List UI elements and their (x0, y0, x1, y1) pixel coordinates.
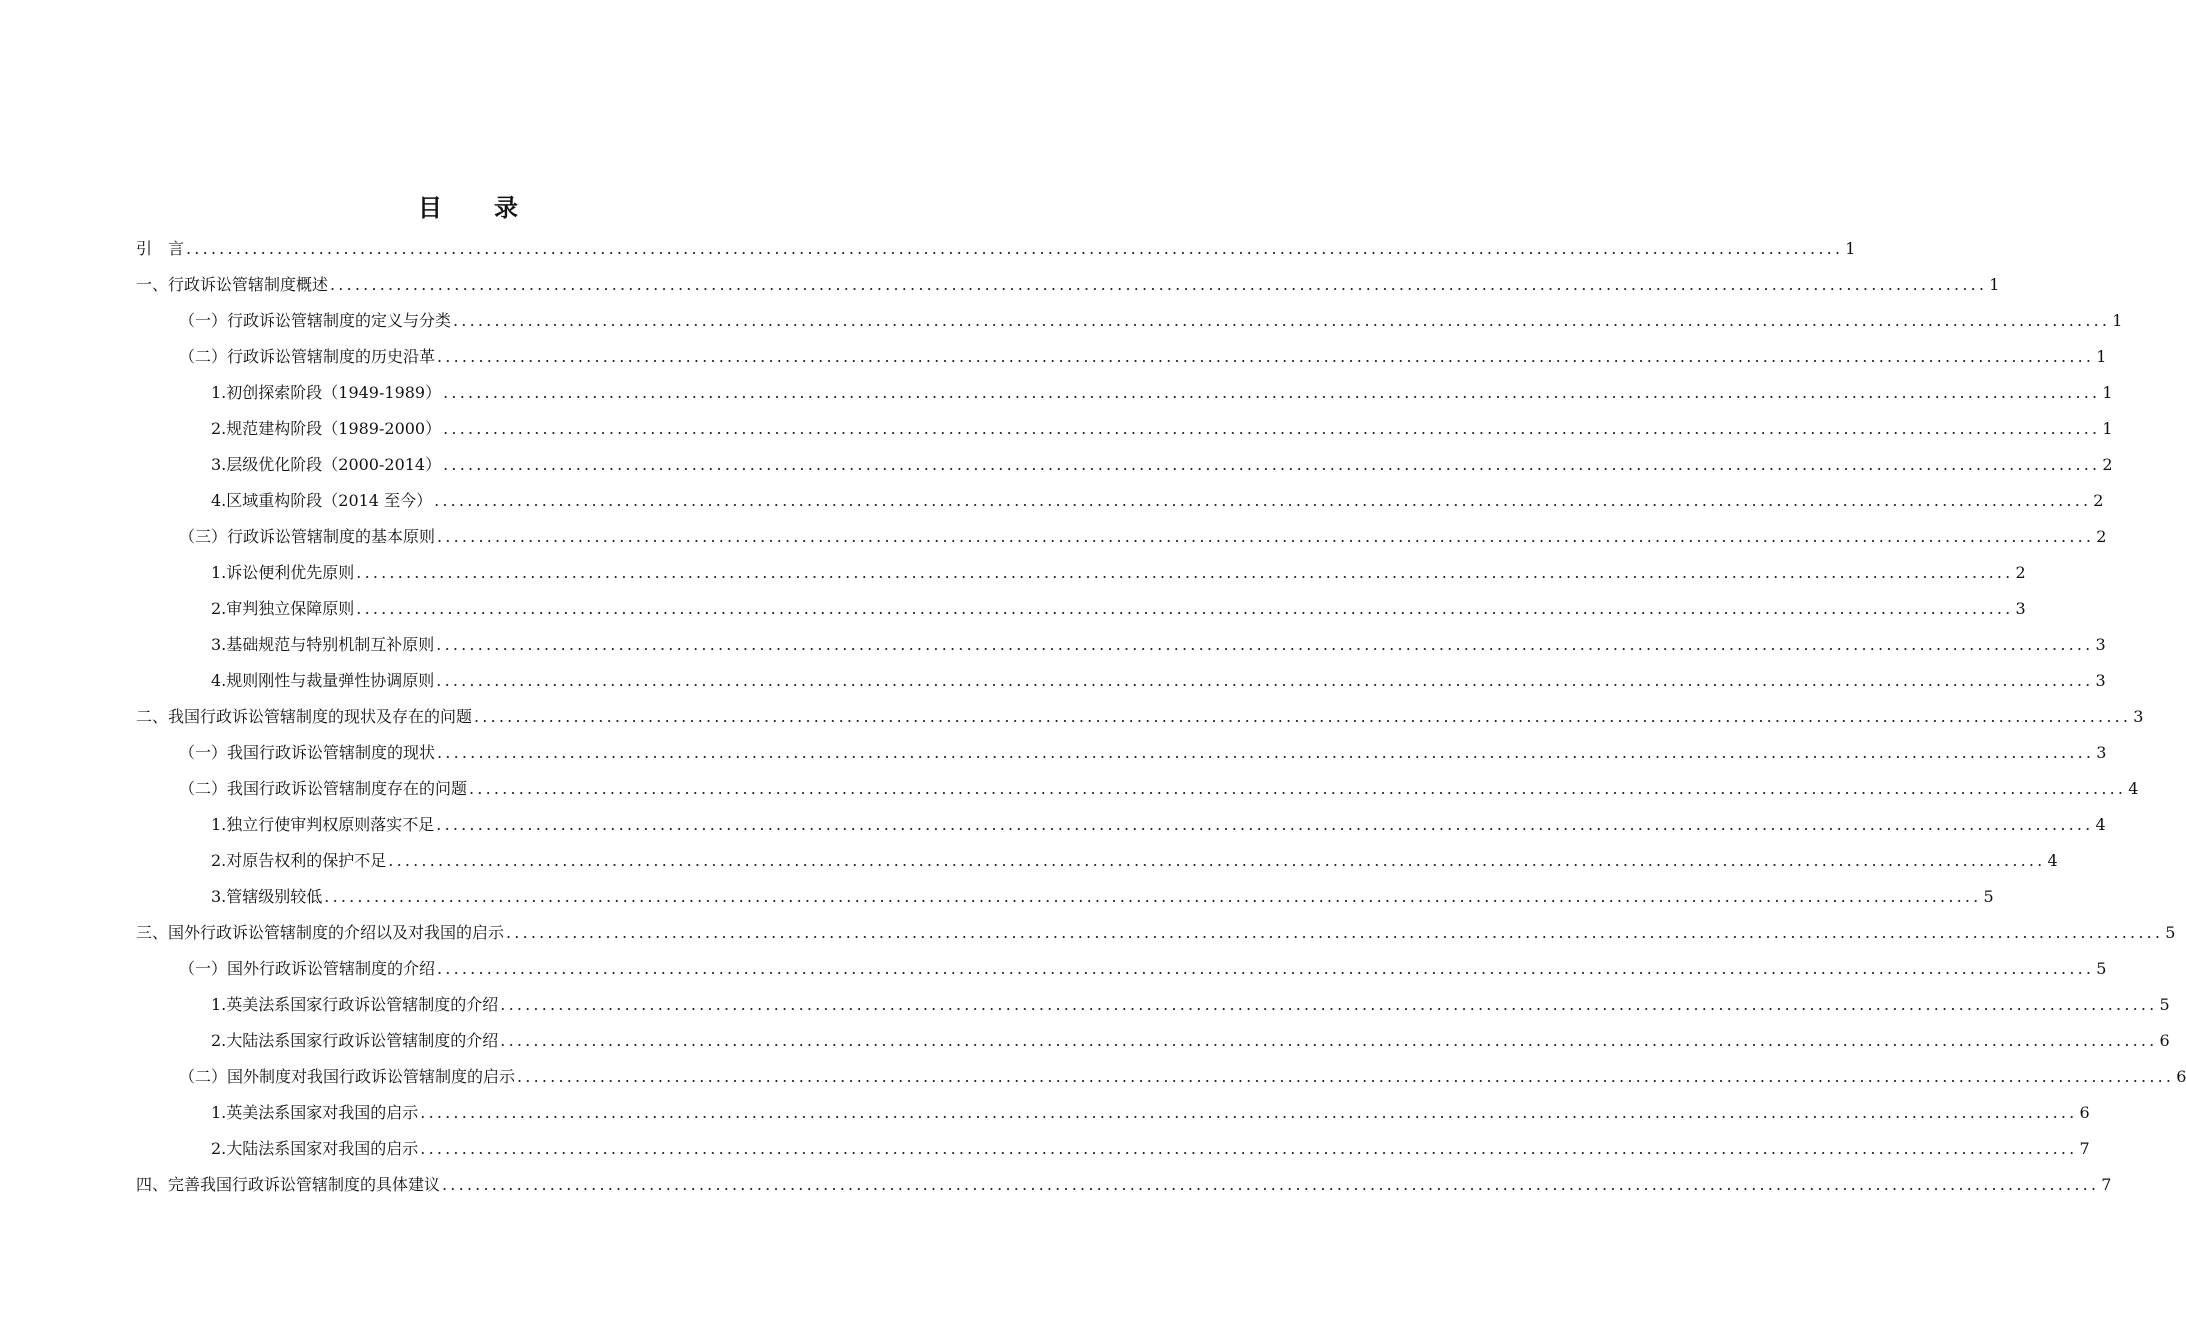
toc-entry[interactable] (136, 663, 2106, 699)
toc-page-number: 2 (2015, 563, 2026, 582)
toc-entry[interactable] (136, 1131, 2090, 1167)
dot-leader: ........................................................................................................................................................................................................ (443, 455, 2101, 474)
toc-entry-title: 1.英美法系国家对我国的启示 (211, 1103, 419, 1122)
dot-leader: ........................................................................................................................................................................................................ (500, 995, 2158, 1014)
toc-entry-title: 3.层级优化阶段（2000-2014） (211, 455, 442, 474)
toc-page-number: 5 (1983, 887, 1994, 906)
toc-entry[interactable] (136, 699, 2144, 735)
toc-page-number: 3 (2133, 707, 2144, 726)
dot-leader: ........................................................................................................................................................................................................ (330, 275, 1988, 294)
dot-leader: ........................................................................................................................................................................................................ (356, 599, 2014, 618)
toc-entry-title: （二）我国行政诉讼管辖制度存在的问题 (179, 779, 468, 798)
toc-page-number: 3 (2095, 635, 2106, 654)
dot-leader: ........................................................................................................................................................................................................ (388, 851, 2046, 870)
dot-leader: ........................................................................................................................................................................................................ (186, 239, 1844, 258)
toc-entry-title: 二、我国行政诉讼管辖制度的现状及存在的问题 (136, 707, 473, 726)
toc-entry-title: （二）行政诉讼管辖制度的历史沿革 (179, 347, 436, 366)
toc-page-number: 6 (2159, 1031, 2170, 1050)
dot-leader: ........................................................................................................................................................................................................ (442, 1175, 2100, 1194)
toc-page-number: 1 (2096, 347, 2107, 366)
dot-leader: ........................................................................................................................................................................................................ (500, 1031, 2158, 1050)
toc-entry[interactable] (136, 1167, 2112, 1203)
dot-leader: ........................................................................................................................................................................................................ (443, 383, 2101, 402)
dot-leader: ........................................................................................................................................................................................................ (437, 959, 2095, 978)
toc-entry[interactable] (136, 591, 2026, 627)
toc-entry[interactable] (136, 1059, 2186, 1095)
toc-entry-title: 1.初创探索阶段（1949-1989） (211, 383, 442, 402)
toc-entry-title: 1.独立行使审判权原则落实不足 (211, 815, 435, 834)
toc-entry[interactable] (136, 1095, 2090, 1131)
toc-entry[interactable] (136, 771, 2139, 807)
dot-leader: ........................................................................................................................................................................................................ (469, 779, 2127, 798)
toc-page-number: 6 (2079, 1103, 2090, 1122)
toc-page-number: 1 (2102, 419, 2113, 438)
table-of-contents (136, 231, 2186, 1203)
dot-leader: ........................................................................................................................................................................................................ (420, 1139, 2078, 1158)
toc-page-number: 1 (1989, 275, 2000, 294)
dot-leader: ........................................................................................................................................................................................................ (506, 923, 2164, 942)
toc-page-number: 3 (2096, 743, 2107, 762)
dot-leader: ........................................................................................................................................................................................................ (474, 707, 2132, 726)
toc-entry-title: 四、完善我国行政诉讼管辖制度的具体建议 (136, 1175, 441, 1194)
toc-page-number: 7 (2101, 1175, 2112, 1194)
toc-entry[interactable] (136, 807, 2106, 843)
toc-page-number: 4 (2128, 779, 2139, 798)
toc-entry[interactable] (136, 1023, 2170, 1059)
toc-entry[interactable] (136, 411, 2113, 447)
toc-page-number: 1 (2102, 383, 2113, 402)
toc-page-number: 4 (2047, 851, 2058, 870)
toc-entry-title: 三、国外行政诉讼管辖制度的介绍以及对我国的启示 (136, 923, 505, 942)
toc-title: 目 录 (418, 194, 532, 222)
toc-entry-title: （一）国外行政诉讼管辖制度的介绍 (179, 959, 436, 978)
toc-entry-title: 一、行政诉讼管辖制度概述 (136, 275, 329, 294)
toc-entry[interactable] (136, 843, 2058, 879)
toc-entry-title: 2.对原告权利的保护不足 (211, 851, 387, 870)
toc-entry-title: 2.审判独立保障原则 (211, 599, 355, 618)
toc-entry-title: （二）国外制度对我国行政诉讼管辖制度的启示 (179, 1067, 516, 1086)
dot-leader: ........................................................................................................................................................................................................ (436, 815, 2094, 834)
toc-entry[interactable] (136, 339, 2107, 375)
dot-leader: ........................................................................................................................................................................................................ (453, 311, 2111, 330)
toc-entry-title: （一）行政诉讼管辖制度的定义与分类 (179, 311, 452, 330)
dot-leader: ........................................................................................................................................................................................................ (436, 635, 2094, 654)
toc-page-number: 3 (2015, 599, 2026, 618)
toc-entry-title: （一）我国行政诉讼管辖制度的现状 (179, 743, 436, 762)
toc-page-number: 5 (2165, 923, 2176, 942)
toc-entry[interactable] (136, 627, 2106, 663)
toc-entry-title: 4.区域重构阶段（2014 至今） (211, 491, 433, 510)
dot-leader: ........................................................................................................................................................................................................ (443, 419, 2101, 438)
toc-page-number: 2 (2096, 527, 2107, 546)
toc-entry-title: 引 言 (136, 239, 185, 258)
toc-page-number: 3 (2095, 671, 2106, 690)
toc-entry[interactable] (136, 267, 2000, 303)
toc-page-number: 2 (2093, 491, 2104, 510)
dot-leader: ........................................................................................................................................................................................................ (437, 743, 2095, 762)
dot-leader: ........................................................................................................................................................................................................ (436, 671, 2094, 690)
dot-leader: ........................................................................................................................................................................................................ (420, 1103, 2078, 1122)
toc-page-number: 5 (2159, 995, 2170, 1014)
toc-entry[interactable] (136, 375, 2113, 411)
toc-entry[interactable] (136, 915, 2176, 951)
toc-page-number: 7 (2079, 1139, 2090, 1158)
toc-entry-title: 2.大陆法系国家行政诉讼管辖制度的介绍 (211, 1031, 499, 1050)
toc-entry-title: 1.英美法系国家行政诉讼管辖制度的介绍 (211, 995, 499, 1014)
toc-entry-title: 4.规则刚性与裁量弹性协调原则 (211, 671, 435, 690)
toc-entry-title: 3.管辖级别较低 (211, 887, 323, 906)
toc-entry[interactable] (136, 879, 1994, 915)
toc-entry-title: 2.大陆法系国家对我国的启示 (211, 1139, 419, 1158)
toc-entry[interactable] (136, 447, 2113, 483)
toc-entry[interactable] (136, 987, 2170, 1023)
toc-entry-title: 1.诉讼便利优先原则 (211, 563, 355, 582)
toc-page-number: 1 (1845, 239, 1856, 258)
dot-leader: ........................................................................................................................................................................................................ (434, 491, 2092, 510)
dot-leader: ........................................................................................................................................................................................................ (517, 1067, 2175, 1086)
toc-entry[interactable] (136, 555, 2026, 591)
toc-entry-title: 2.规范建构阶段（1989-2000） (211, 419, 442, 438)
toc-page-number: 1 (2112, 311, 2123, 330)
toc-entry[interactable] (136, 483, 2104, 519)
toc-entry[interactable] (136, 951, 2107, 987)
toc-entry[interactable] (136, 303, 2123, 339)
toc-entry[interactable] (136, 231, 1856, 267)
toc-entry[interactable] (136, 519, 2107, 555)
toc-page-number: 6 (2176, 1067, 2186, 1086)
dot-leader: ........................................................................................................................................................................................................ (356, 563, 2014, 582)
toc-page-number: 4 (2095, 815, 2106, 834)
toc-page-number: 5 (2096, 959, 2107, 978)
toc-entry-title: （三）行政诉讼管辖制度的基本原则 (179, 527, 436, 546)
dot-leader: ........................................................................................................................................................................................................ (437, 347, 2095, 366)
dot-leader: ........................................................................................................................................................................................................ (324, 887, 1982, 906)
toc-entry[interactable] (136, 735, 2107, 771)
toc-entry-title: 3.基础规范与特别机制互补原则 (211, 635, 435, 654)
toc-page-number: 2 (2102, 455, 2113, 474)
dot-leader: ........................................................................................................................................................................................................ (437, 527, 2095, 546)
